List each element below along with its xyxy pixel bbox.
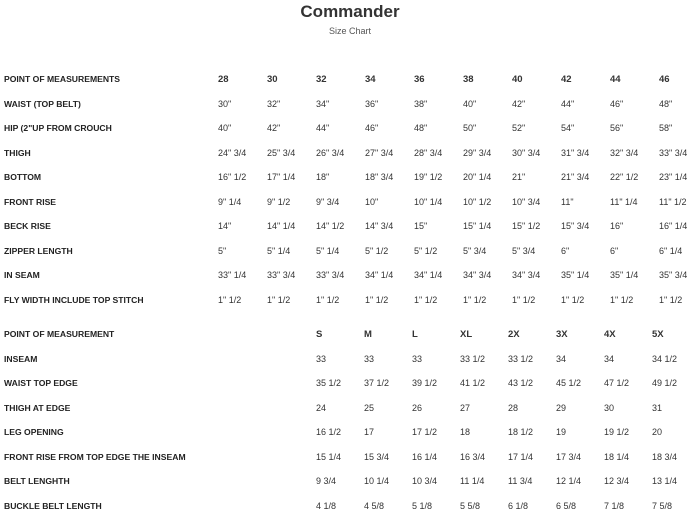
measurement-value-cell: 16 1/4	[412, 451, 438, 462]
measurement-value-cell: 54"	[561, 123, 575, 134]
measurement-value-cell: 15 3/4	[364, 451, 390, 462]
measurement-value-cell: 9" 1/4	[218, 196, 242, 207]
size-header-cell: 34	[365, 73, 376, 85]
size-header-cell: L	[412, 328, 418, 340]
measurement-value-cell: 1" 1/2	[365, 294, 389, 305]
measurement-label-cell: FLY WIDTH INCLUDE TOP STITCH	[4, 294, 144, 305]
measurement-value-cell: 15"	[414, 221, 428, 232]
measurement-value-cell: 5 5/8	[460, 500, 481, 511]
measurement-value-cell: 17 1/4	[508, 451, 534, 462]
measurement-value-cell: 33" 3/4	[316, 270, 345, 281]
size-header-cell: S	[316, 328, 323, 340]
measurement-value-cell: 14" 1/2	[316, 221, 345, 232]
measurement-value-cell: 58"	[659, 123, 673, 134]
measurement-value-cell: 24" 3/4	[218, 147, 247, 158]
size-header-cell: 30	[267, 73, 278, 85]
measurement-value-cell: 10"	[365, 196, 379, 207]
measurement-value-cell: 4 5/8	[364, 500, 385, 511]
measurement-value-cell: 30"	[218, 98, 232, 109]
measurement-value-cell: 1" 1/2	[659, 294, 683, 305]
measurement-value-cell: 6 5/8	[556, 500, 577, 511]
measurement-value-cell: 34" 3/4	[512, 270, 541, 281]
measurement-value-cell: 20" 1/4	[463, 172, 492, 183]
measurement-value-cell: 10" 1/2	[463, 196, 492, 207]
measurement-label-cell: THIGH	[4, 147, 31, 158]
measurement-value-cell: 16"	[610, 221, 624, 232]
measurement-value-cell: 29	[556, 402, 567, 413]
measurement-value-cell: 30	[604, 402, 615, 413]
measurement-value-cell: 16" 1/4	[659, 221, 688, 232]
measurement-value-cell: 9" 1/2	[267, 196, 291, 207]
measurement-value-cell: 33" 3/4	[659, 147, 688, 158]
size-letter-table	[4, 322, 686, 518]
measurement-value-cell: 52"	[512, 123, 526, 134]
measurement-label-cell: FRONT RISE	[4, 196, 57, 207]
measurement-value-cell: 47 1/2	[604, 378, 630, 389]
measurement-value-cell: 17 3/4	[556, 451, 582, 462]
measurement-value-cell: 46"	[365, 123, 379, 134]
measurement-value-cell: 49 1/2	[652, 378, 678, 389]
size-header-cell: 44	[610, 73, 621, 85]
measurement-value-cell: 33 1/2	[508, 353, 534, 364]
table-row	[4, 396, 686, 421]
measurement-value-cell: 7 1/8	[604, 500, 625, 511]
measurement-value-cell: 11" 1/2	[659, 196, 687, 207]
measurement-value-cell: 19	[556, 427, 567, 438]
measurement-value-cell: 33" 1/4	[218, 270, 247, 281]
measurement-label-cell: BOTTOM	[4, 172, 42, 183]
measurement-value-cell: 33	[412, 353, 423, 364]
measurement-value-cell: 9" 3/4	[316, 196, 340, 207]
measurement-value-cell: 1" 1/2	[218, 294, 242, 305]
measurement-value-cell: 34" 1/4	[414, 270, 443, 281]
measurement-value-cell: 39 1/2	[412, 378, 438, 389]
measurement-value-cell: 18	[460, 427, 471, 438]
size-header-cell: 46	[659, 73, 670, 85]
measurement-value-cell: 27	[460, 402, 471, 413]
measurement-value-cell: 42"	[512, 98, 526, 109]
measurement-value-cell: 34"	[316, 98, 330, 109]
measurement-value-cell: 15 1/4	[316, 451, 342, 462]
table-row	[4, 445, 686, 470]
measurement-value-cell: 45 1/2	[556, 378, 582, 389]
measurement-value-cell: 4 1/8	[316, 500, 337, 511]
table-row	[4, 92, 693, 117]
measurement-value-cell: 5" 3/4	[512, 245, 536, 256]
measurement-value-cell: 23" 1/4	[659, 172, 688, 183]
table-header-row	[4, 322, 686, 347]
measurement-label-cell: INSEAM	[4, 353, 38, 364]
measurement-value-cell: 10" 1/4	[414, 196, 443, 207]
measurement-value-cell: 33	[316, 353, 327, 364]
measurement-value-cell: 35 1/2	[316, 378, 342, 389]
table-row	[4, 420, 686, 445]
measurement-value-cell: 17	[364, 427, 375, 438]
measurement-label-cell: HIP (2"UP FROM CROUCH	[4, 123, 112, 134]
measurement-value-cell: 1" 1/2	[267, 294, 291, 305]
measurement-value-cell: 30" 3/4	[512, 147, 541, 158]
size-header-cell: 40	[512, 73, 523, 85]
measurement-label-cell: BELT LENGHTH	[4, 476, 70, 487]
table-header-row	[4, 67, 693, 92]
size-header-cell: M	[364, 328, 372, 340]
table-row	[4, 371, 686, 396]
page-subtitle: Size Chart	[328, 26, 372, 36]
measurement-value-cell: 5" 1/2	[414, 245, 438, 256]
measurement-value-cell: 43 1/2	[508, 378, 534, 389]
measurement-value-cell: 18 1/4	[604, 451, 630, 462]
measurement-value-cell: 21" 3/4	[561, 172, 590, 183]
table-row	[4, 141, 693, 166]
measurement-value-cell: 34	[556, 353, 567, 364]
measurement-value-cell: 18 1/2	[508, 427, 534, 438]
measurement-value-cell: 11"	[561, 196, 574, 207]
measurement-value-cell: 44"	[561, 98, 575, 109]
measurement-label-cell: BUCKLE BELT LENGTH	[4, 500, 102, 511]
measurement-value-cell: 17" 1/4	[267, 172, 296, 183]
measurement-value-cell: 10 3/4	[412, 476, 438, 487]
measurement-label-cell: WAIST (TOP BELT)	[4, 98, 81, 109]
measurement-value-cell: 5" 1/4	[267, 245, 291, 256]
measurement-value-cell: 48"	[414, 123, 428, 134]
measurement-value-cell: 44"	[316, 123, 330, 134]
measurement-value-cell: 5 1/8	[412, 500, 433, 511]
measurement-value-cell: 34	[604, 353, 615, 364]
measurement-value-cell: 50"	[463, 123, 477, 134]
measurement-value-cell: 35" 3/4	[659, 270, 688, 281]
size-header-cell: XL	[460, 328, 473, 340]
measurement-value-cell: 1" 1/2	[561, 294, 585, 305]
pants-size-table	[4, 67, 693, 312]
size-header-cell: 32	[316, 73, 327, 85]
measurement-label-cell: ZIPPER LENGTH	[4, 245, 73, 256]
measurement-label-cell: WAIST TOP EDGE	[4, 378, 78, 389]
table-row	[4, 469, 686, 494]
measurement-value-cell: 24	[316, 402, 327, 413]
measurement-value-cell: 16 1/2	[316, 427, 342, 438]
measurement-value-cell: 38"	[414, 98, 428, 109]
measurement-value-cell: 15" 3/4	[561, 221, 590, 232]
measurement-value-cell: 10" 3/4	[512, 196, 541, 207]
measurement-value-cell: 18" 3/4	[365, 172, 394, 183]
table-row	[4, 214, 693, 239]
measurement-value-cell: 33	[364, 353, 375, 364]
size-header-cell: 2X	[508, 328, 520, 340]
measurement-value-cell: 12 1/4	[556, 476, 582, 487]
measurement-value-cell: 35" 1/4	[561, 270, 590, 281]
measurement-value-cell: 17 1/2	[412, 427, 438, 438]
table-row	[4, 165, 693, 190]
measurement-value-cell: 31	[652, 402, 663, 413]
measurement-value-cell: 33" 3/4	[267, 270, 296, 281]
table-row	[4, 494, 686, 519]
measurement-value-cell: 26" 3/4	[316, 147, 345, 158]
measurement-value-cell: 31" 3/4	[561, 147, 590, 158]
header-label-cell: POINT OF MEASUREMENT	[4, 329, 115, 340]
header-label-cell: POINT OF MEASUREMENTS	[4, 74, 121, 85]
measurement-value-cell: 5"	[218, 245, 227, 256]
measurement-label-cell: THIGH AT EDGE	[4, 402, 71, 413]
measurement-value-cell: 33 1/2	[460, 353, 486, 364]
size-header-cell: 42	[561, 73, 572, 85]
measurement-value-cell: 14" 3/4	[365, 221, 394, 232]
measurement-value-cell: 1" 1/2	[463, 294, 487, 305]
measurement-value-cell: 34" 1/4	[365, 270, 394, 281]
measurement-value-cell: 5" 3/4	[463, 245, 487, 256]
size-header-cell: 3X	[556, 328, 568, 340]
measurement-value-cell: 9 3/4	[316, 476, 337, 487]
measurement-label-cell: FRONT RISE FROM TOP EDGE THE INSEAM	[4, 451, 186, 462]
measurement-value-cell: 18 3/4	[652, 451, 678, 462]
measurement-value-cell: 6"	[561, 245, 570, 256]
table-row	[4, 116, 693, 141]
measurement-value-cell: 25" 3/4	[267, 147, 296, 158]
measurement-value-cell: 48"	[659, 98, 673, 109]
size-header-cell: 28	[218, 73, 229, 85]
size-header-cell: 38	[463, 73, 474, 85]
size-header-cell: 4X	[604, 328, 616, 340]
measurement-value-cell: 16 3/4	[460, 451, 486, 462]
measurement-value-cell: 36"	[365, 98, 379, 109]
measurement-value-cell: 11 1/4	[460, 476, 485, 487]
measurement-value-cell: 21"	[512, 172, 526, 183]
measurement-value-cell: 14"	[218, 221, 232, 232]
measurement-value-cell: 11 3/4	[508, 476, 533, 487]
measurement-value-cell: 15" 1/4	[463, 221, 492, 232]
table-row	[4, 288, 693, 313]
measurement-value-cell: 41 1/2	[460, 378, 486, 389]
measurement-value-cell: 5" 1/2	[365, 245, 389, 256]
measurement-value-cell: 42"	[267, 123, 281, 134]
measurement-value-cell: 15" 1/2	[512, 221, 541, 232]
page-title: Commander	[300, 2, 400, 21]
measurement-value-cell: 29" 3/4	[463, 147, 492, 158]
measurement-value-cell: 56"	[610, 123, 624, 134]
measurement-value-cell: 20	[652, 427, 663, 438]
measurement-value-cell: 27" 3/4	[365, 147, 394, 158]
measurement-label-cell: LEG OPENING	[4, 427, 64, 438]
measurement-value-cell: 34 1/2	[652, 353, 678, 364]
measurement-value-cell: 12 3/4	[604, 476, 630, 487]
measurement-value-cell: 19 1/2	[604, 427, 630, 438]
measurement-value-cell: 5" 1/4	[316, 245, 340, 256]
measurement-value-cell: 40"	[463, 98, 477, 109]
measurement-value-cell: 7 5/8	[652, 500, 673, 511]
table-row	[4, 347, 686, 372]
measurement-value-cell: 13 1/4	[652, 476, 678, 487]
size-header-cell: 5X	[652, 328, 664, 340]
measurement-value-cell: 34" 3/4	[463, 270, 492, 281]
measurement-value-cell: 1" 1/2	[512, 294, 536, 305]
measurement-value-cell: 1" 1/2	[610, 294, 634, 305]
measurement-value-cell: 32"	[267, 98, 281, 109]
measurement-value-cell: 37 1/2	[364, 378, 390, 389]
measurement-value-cell: 6 1/8	[508, 500, 529, 511]
measurement-value-cell: 32" 3/4	[610, 147, 639, 158]
measurement-value-cell: 11" 1/4	[610, 196, 638, 207]
measurement-value-cell: 26	[412, 402, 423, 413]
measurement-value-cell: 18"	[316, 172, 330, 183]
measurement-value-cell: 14" 1/4	[267, 221, 296, 232]
measurement-value-cell: 1" 1/2	[414, 294, 438, 305]
measurement-value-cell: 25	[364, 402, 375, 413]
measurement-value-cell: 22" 1/2	[610, 172, 639, 183]
table-row	[4, 263, 693, 288]
measurement-label-cell: IN SEAM	[4, 270, 40, 281]
measurement-value-cell: 1" 1/2	[316, 294, 340, 305]
measurement-value-cell: 19" 1/2	[414, 172, 443, 183]
measurement-value-cell: 28" 3/4	[414, 147, 443, 158]
measurement-value-cell: 6"	[610, 245, 619, 256]
measurement-value-cell: 35" 1/4	[610, 270, 639, 281]
measurement-label-cell: BECK RISE	[4, 221, 51, 232]
measurement-value-cell: 10 1/4	[364, 476, 390, 487]
measurement-value-cell: 46"	[610, 98, 624, 109]
table-row	[4, 239, 693, 264]
measurement-value-cell: 28	[508, 402, 519, 413]
size-header-cell: 36	[414, 73, 425, 85]
measurement-value-cell: 6" 1/4	[659, 245, 683, 256]
measurement-value-cell: 16" 1/2	[218, 172, 247, 183]
measurement-value-cell: 40"	[218, 123, 232, 134]
table-row	[4, 190, 693, 215]
